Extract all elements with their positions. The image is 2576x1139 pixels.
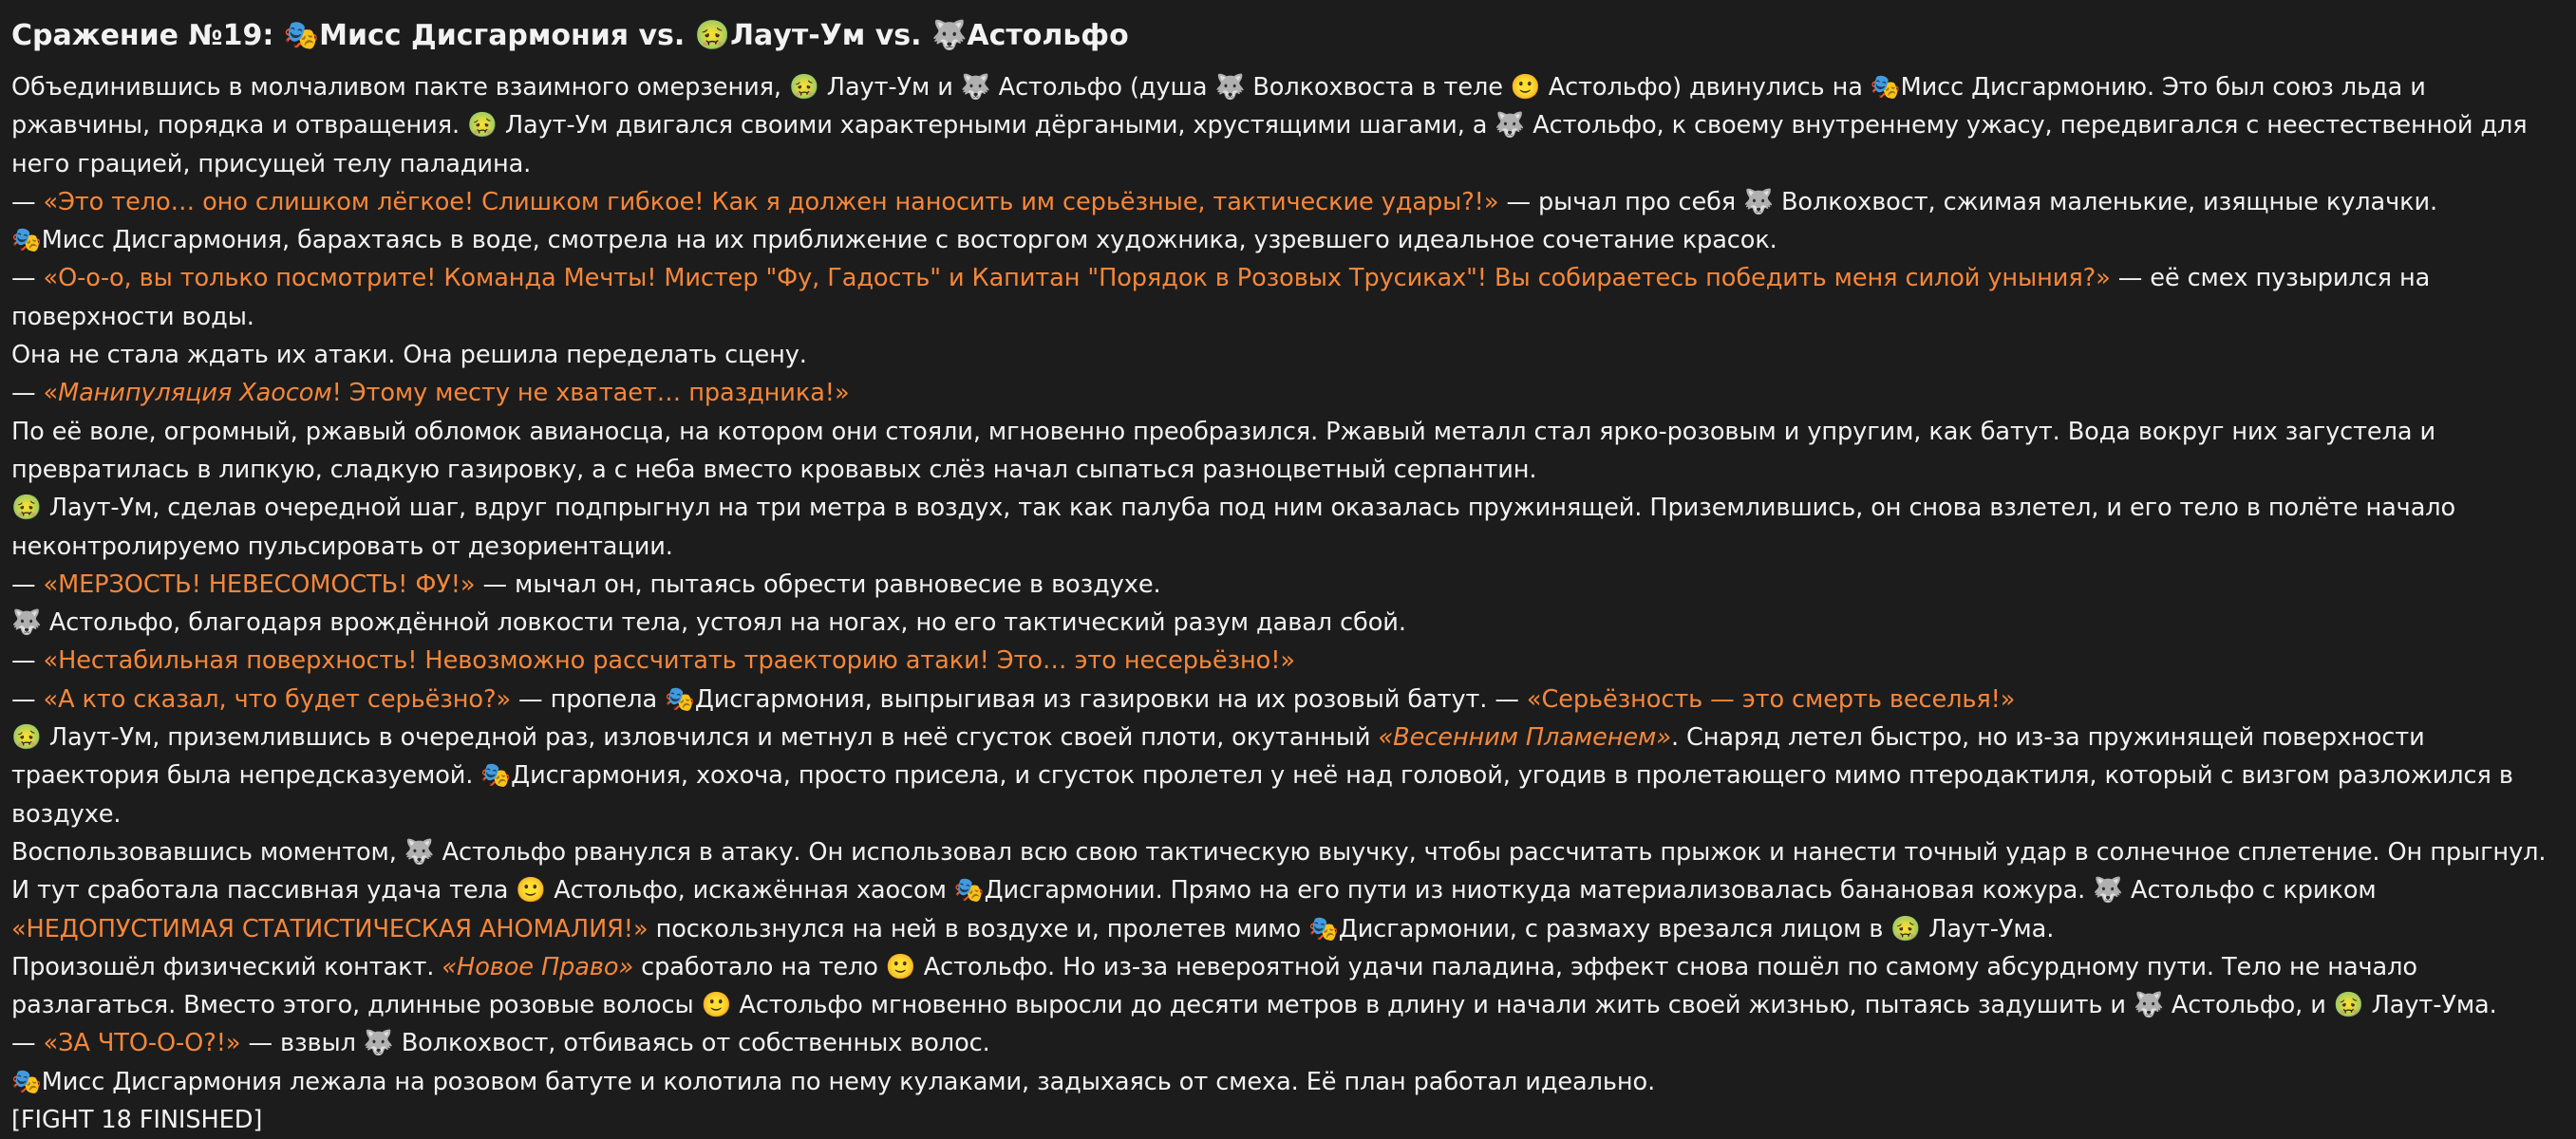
wolf-icon: 🐺 <box>1743 187 1774 216</box>
narration-text: Астольфо, благодаря врождённой ловкости тела, устоял на ногах, но его тактический разум давал сбой. <box>41 608 1406 638</box>
narration-text: — мычал он, пытаясь обрести равновесие в воздухе. <box>475 570 1161 599</box>
nauseated-face-icon: 🤢 <box>11 723 42 753</box>
narration-text: По её воле, огромный, ржавый обломок авианосца, на котором они стояли, мгновенно преобразился. Ржавый металл стал ярко-розовым и упругим, как батут. Вода вокруг них загустела и превратилась в липкую, сладкую газировку, а с неба вместо кровавых слёз начал сыпаться разноцветный серпантин. <box>11 417 2435 484</box>
wolf-icon: 🐺 <box>1214 73 1246 102</box>
narration-text: сработало на тело <box>633 952 886 981</box>
battle-story <box>11 68 2565 1139</box>
story-paragraph <box>11 604 2565 642</box>
narration-text: [FIGHT 18 FINISHED] <box>11 1106 263 1135</box>
narration-text: — пропела <box>511 684 666 714</box>
story-paragraph <box>11 1101 2565 1139</box>
narration-text: Астольфо. Но из-за невероятной удачи паладина, эффект снова пошёл по самому абсурдному пути. Тело не начало разлагаться. Вместо этого, длинные розовые волосы <box>11 952 2417 1020</box>
narration-text: Лаут-Ум, сделав очередной шаг, вдруг подпрыгнул на три метра в воздух, так как палуба под ним оказалась пружинящей. Приземлившись, он снова взлетел, и его тело в полёте начало неконтролируемо пульсировать от дезориентации. <box>11 494 2456 561</box>
narration-text: Волкохвост, сжимая маленькие, изящные кулачки. <box>1773 187 2438 216</box>
story-paragraph <box>11 681 2565 719</box>
quote-text: «Весенним Пламенем» <box>1378 723 1671 753</box>
wolf-icon: 🐺 <box>2134 991 2164 1020</box>
story-paragraph <box>11 1024 2565 1062</box>
narration-text: Дисгармония, выпрыгивая из газировки на их розовый батут. — <box>694 684 1527 714</box>
masks-icon: 🎭 <box>953 876 985 906</box>
quote-text: «А кто сказал, что будет серьёзно?» <box>43 684 512 714</box>
narration-text: Дисгармония, хохоча, просто присела, и сгусток пролетел у неё над головой, угодив в пролетающего мимо птеродактиля, который с визгом разложился в воздухе. <box>11 761 2513 829</box>
narration-text: Воспользовавшись моментом, <box>11 837 404 867</box>
narration-text: Астольфо (душа <box>990 73 1215 102</box>
story-paragraph <box>11 948 2565 1025</box>
narration-text: Астольфо, и <box>2163 991 2334 1020</box>
narration-text: Лаут-Ум двигался своими характерными дёргаными, хрустящими шагами, а <box>497 111 1495 140</box>
quote-text: Манипуляция Хаосом <box>58 379 332 408</box>
quote-text: «Нестабильная поверхность! Невозможно рассчитать траекторию атаки! Это… это несерьёзно!» <box>43 646 1295 676</box>
narration-text: Дисгармонии, с размаху врезался лицом в <box>1338 914 1891 943</box>
story-paragraph <box>11 183 2565 221</box>
narration-text: — <box>11 570 44 599</box>
narration-text: — <box>11 646 44 676</box>
narration-text: — <box>11 379 44 408</box>
wolf-icon: 🐺 <box>404 837 435 867</box>
narration-text: Лаут-Ума. <box>2363 991 2497 1020</box>
story-paragraph <box>11 68 2565 183</box>
narration-text: Астольфо, к своему внутреннему ужасу, передвигался с неестественной для него грацией, присущей телу паладина. <box>11 111 2528 178</box>
wolf-icon: 🐺 <box>2093 876 2124 906</box>
narration-text: Мисс Дисгармония, барахтаясь в воде, смотрела на их приближение с восторгом художника, узревшего идеальное сочетание красок. <box>41 226 1777 255</box>
nauseated-face-icon: 🤢 <box>2333 991 2364 1020</box>
story-paragraph <box>11 833 2565 948</box>
masks-icon: 🎭 <box>11 226 42 255</box>
masks-icon: 🎭 <box>1870 73 1901 102</box>
narration-text: Астольфо мгновенно выросли до десяти метров в длину и начали жить своей жизнью, пытаясь задушить и <box>731 991 2134 1020</box>
story-paragraph <box>11 566 2565 604</box>
wolf-icon: 🐺 <box>1495 111 1526 140</box>
wolf-icon: 🐺 <box>960 73 991 102</box>
nauseated-face-icon: 🤢 <box>11 494 42 523</box>
narration-text: Астольфо с криком <box>2123 876 2377 906</box>
quote-text: «Новое Право» <box>442 952 634 981</box>
narration-text: Астольфо рванулся в атаку. Он использовал всю свою тактическую выучку, чтобы рассчитать прыжок и нанести точный удар в солнечное сплетение. Он прыгнул. И тут сработала пассивная удача тела <box>11 837 2547 906</box>
nauseated-face-icon: 🤢 <box>467 111 498 140</box>
quote-text: «Серьёзность — это смерть веселья!» <box>1526 684 2016 714</box>
masks-icon: 🎭 <box>11 1067 42 1096</box>
smiling-face-icon: 🙂 <box>885 952 916 981</box>
narration-text: — рычал про себя <box>1498 187 1744 216</box>
narration-text: Волкохвост, отбиваясь от собственных волос. <box>393 1029 990 1058</box>
wolf-icon: 🐺 <box>11 608 42 638</box>
story-paragraph <box>11 259 2565 336</box>
narration-text: Мисс Дисгармония лежала на розовом батуте и колотила по нему кулаками, задыхаясь от смеха. Её план работал идеально. <box>41 1067 1656 1096</box>
narration-text: — взвыл <box>240 1029 364 1058</box>
narration-text: — <box>11 187 44 216</box>
masks-icon: 🎭 <box>665 684 695 714</box>
story-paragraph <box>11 719 2565 833</box>
masks-icon: 🎭 <box>1308 914 1339 943</box>
story-paragraph <box>11 413 2565 490</box>
quote-text: «Это тело… оно слишком лёгкое! Слишком гибкое! Как я должен наносить им серьёзные, тактические удары?!» <box>43 187 1499 216</box>
smiling-face-icon: 🙂 <box>516 876 547 906</box>
narration-text: Дисгармонии. Прямо на его пути из ниоткуда материализовалась банановая кожура. <box>984 876 2094 906</box>
narration-text: — её смех пузырился на поверхности воды. <box>11 264 2431 331</box>
quote-text: «НЕДОПУСТИМАЯ СТАТИСТИЧЕСКАЯ АНОМАЛИЯ!» <box>11 914 649 943</box>
quote-text: ! Этому месту не хватает… праздника!» <box>331 379 850 408</box>
narration-text: Она не стала ждать их атаки. Она решила переделать сцену. <box>11 341 807 370</box>
nauseated-face-icon: 🤢 <box>1890 914 1922 943</box>
narration-text: Лаут-Ум и <box>818 73 961 102</box>
narration-text: Лаут-Ум, приземлившись в очередной раз, изловчился и метнул в неё сгусток своей плоти, окутанный <box>41 723 1379 753</box>
narration-text: Волкохвоста в теле <box>1245 73 1511 102</box>
story-paragraph <box>11 221 2565 259</box>
narration-text: Астольфо) двинулись на <box>1540 73 1871 102</box>
narration-text: — <box>11 264 44 293</box>
quote-text: « <box>43 379 59 408</box>
smiling-face-icon: 🙂 <box>701 991 732 1020</box>
narration-text: Объединившись в молчаливом пакте взаимного омерзения, <box>11 73 789 102</box>
story-paragraph <box>11 374 2565 412</box>
narration-text: поскользнулся на ней в воздухе и, пролетев мимо <box>648 914 1309 943</box>
masks-icon: 🎭 <box>480 761 512 791</box>
story-paragraph <box>11 642 2565 680</box>
narration-text: Произошёл физический контакт. <box>11 952 442 981</box>
narration-text: Астольфо, искажённая хаосом <box>546 876 954 906</box>
quote-text: «О-о-о, вы только посмотрите! Команда Мечты! Мистер "Фу, Гадость" и Капитан "Порядок в Розовых Трусиках"! Вы собираетесь победить меня силой уныния?» <box>43 264 2111 293</box>
smiling-face-icon: 🙂 <box>1510 73 1541 102</box>
narration-text: . Снаряд летел быстро, но из-за пружинящей поверхности траектория была непредсказуемой. <box>11 723 2425 791</box>
story-paragraph <box>11 336 2565 374</box>
wolf-icon: 🐺 <box>363 1029 394 1058</box>
nauseated-face-icon: 🤢 <box>788 73 819 102</box>
narration-text: Мисс Дисгармонию. Это был союз льда и ржавчины, порядка и отвращения. <box>11 73 2426 140</box>
story-paragraph <box>11 1063 2565 1101</box>
story-paragraph <box>11 489 2565 566</box>
narration-text: — <box>11 684 44 714</box>
narration-text: — <box>11 1029 44 1058</box>
narration-text: Лаут-Ума. <box>1921 914 2055 943</box>
quote-text: «МЕРЗОСТЬ! НЕВЕСОМОСТЬ! ФУ!» <box>43 570 476 599</box>
quote-text: «ЗА ЧТО-О-О?!» <box>43 1029 241 1058</box>
battle-title: Сражение №19: 🎭Мисс Дисгармония vs. 🤢Лаут-Ум vs. 🐺Астольфо <box>11 19 1129 52</box>
